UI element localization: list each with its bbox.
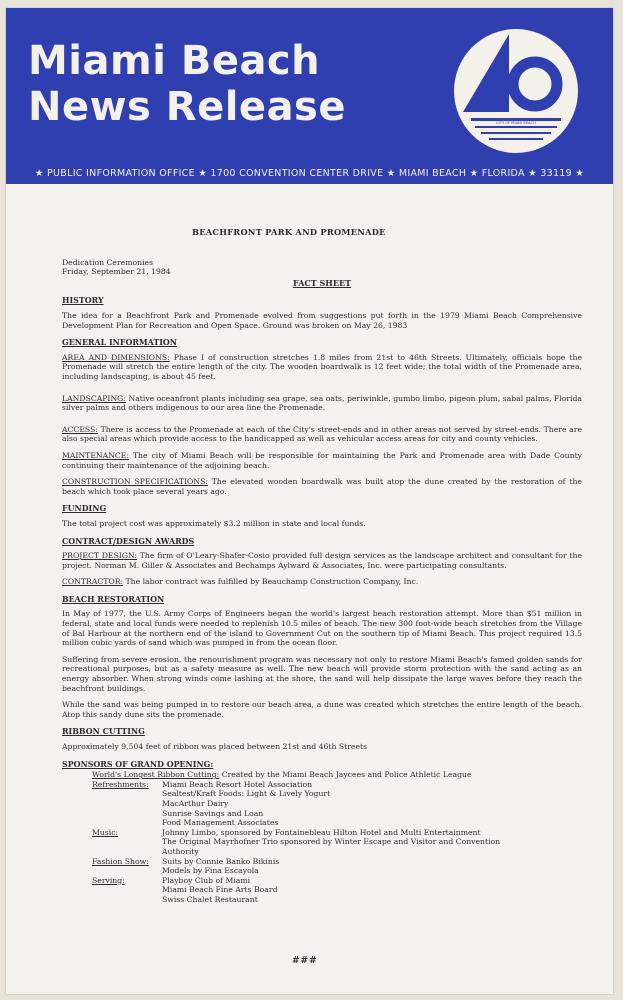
- address-bar: ★ PUBLIC INFORMATION OFFICE ★ 1700 CONVENTION CENTER DRIVE ★ MIAMI BEACH ★ FLORIDA ★ 33119 ★: [34, 168, 585, 179]
- area-paragraph: [62, 353, 582, 382]
- sponsor-label: [62, 789, 162, 799]
- sponsor-value: Swiss Chalet Restaurant: [162, 894, 258, 904]
- sponsor-row: [62, 895, 582, 905]
- design-text: The firm of O'Leary-Shafer-Cosio provided full design services as the landscape architect and consultant for the project. Norman M. Giller & Associates and Bechamps Aylward & Associates, Inc. were participating consultants.: [62, 551, 583, 570]
- masthead-title: [28, 38, 346, 130]
- sponsor-row: [62, 866, 582, 876]
- design-label: PROJECT DESIGN:: [62, 551, 138, 561]
- restoration-heading: BEACH RESTORATION: [62, 594, 165, 604]
- sponsor-label: [62, 885, 162, 895]
- funding-text: The total project cost was approximately $3.2 million in state and local funds.: [62, 518, 366, 528]
- ribbon-sponsor-label: World's Longest Ribbon Cutting:: [92, 770, 220, 780]
- area-text: Phase I of construction stretches 1.8 miles from 21st to 46th Streets. Ultimately, officials hope the Promenade will stretch the entire length of the city. The wooden boardwalk is 12 feet wide; the total width of the Promenade area, including landscaping, is about 45 feet.: [62, 352, 583, 381]
- sponsor-label: Fashion Show:: [92, 856, 149, 866]
- restoration-paragraph-1: In May of 1977, the U.S. Army Corps of Engineers began the world's largest beach restoration attempt. More than $51 million in federal, state and local funds were needed to replenish 10.5 miles of beach. The new 300 foot-wide beach stretches from the Village of Bal Harbour at the northern end of the island to Government Cut on the southern tip of Miami Beach. This project required 13.5 million cubic yards of sand which was pumped in from the ocean floor.: [62, 609, 582, 648]
- funding-heading: FUNDING: [62, 504, 107, 514]
- history-heading: HISTORY: [62, 296, 104, 306]
- sponsor-label: Music:: [92, 827, 119, 837]
- sponsor-row: [62, 799, 582, 809]
- dedication-block: [62, 258, 582, 277]
- area-label: AREA AND DIMENSIONS:: [62, 352, 170, 362]
- sponsor-row: [62, 828, 582, 838]
- access-text: There is access to the Promenade at each of the City's street-ends and in other areas not served by street-ends. There are also special areas which provide access to the handicapped as well as vehicular access areas for city and county vehicles.: [62, 424, 582, 444]
- maintenance-label: MAINTENANCE:: [62, 450, 130, 460]
- contract-heading: CONTRACT/DESIGN AWARDS: [62, 536, 195, 546]
- landscaping-label: LANDSCAPING:: [62, 393, 126, 403]
- sponsor-label: [62, 818, 162, 828]
- sponsor-value: Miami Beach Resort Hotel Association: [162, 779, 313, 789]
- contractor-text: The labor contract was fulfilled by Beauchamp Construction Company, Inc.: [125, 577, 419, 587]
- history-text: The idea for a Beachfront Park and Promenade evolved from suggestions put forth in the 1979 Miami Beach Comprehensive Development Plan for Recreation and Open Space. Ground was broken on May 26, 1983: [62, 311, 582, 330]
- sponsor-row: [62, 857, 582, 867]
- city-seal-logo: [451, 26, 581, 156]
- restoration-paragraph-2: Suffering from severe erosion, the renourishment program was necessary not only to restore Miami Beach's famed golden sands for recreational purposes, but as a safety measure as well. The new beach will provide storm protection with the sand acting as an energy absorber. When strong winds come lashing at the shore, the sand will help dissipate the large waves before they reach the beachfront buildings.: [62, 654, 582, 693]
- sponsor-label: Refreshments:: [92, 779, 149, 789]
- sponsor-value: Suits by Connie Banko Bikinis: [162, 856, 280, 866]
- design-paragraph: [62, 551, 582, 570]
- access-label: ACCESS:: [62, 424, 98, 434]
- ribbon-sponsor-line: [62, 770, 582, 780]
- document-body: [62, 227, 583, 905]
- dedication-line-1: Dedication Ceremonies: [62, 258, 154, 267]
- sponsor-value: Johnny Limbo, sponsored by Fontainebleau Hilton Hotel and Multi Entertainment: [162, 827, 481, 837]
- sponsor-row: [62, 789, 582, 799]
- end-mark: ###: [292, 956, 318, 966]
- bleed-through: [456, 203, 459, 214]
- masthead-line-2: News Release: [28, 84, 346, 130]
- maintenance-text: The city of Miami Beach will be responsible for maintaining the Park and Promenade area with Dade County continuing their maintenance of the adjoining beach.: [62, 450, 583, 470]
- ribbon-text: Approximately 9,504 feet of ribbon was placed between 21st and 46th Streets: [62, 742, 368, 751]
- header-banner: [6, 8, 613, 184]
- contractor-label: CONTRACTOR:: [62, 577, 124, 587]
- main-title: BEACHFRONT PARK AND PROMENADE: [192, 227, 386, 237]
- sponsor-row: [62, 847, 582, 857]
- sponsor-value: Miami Beach Fine Arts Board: [162, 885, 278, 895]
- sponsor-label: [62, 895, 162, 905]
- sponsors-heading: SPONSORS OF GRAND OPENING:: [62, 759, 214, 769]
- ribbon-sponsor-text: Created by the Miami Beach Jaycees and Police Athletic League: [221, 770, 472, 780]
- sponsor-row: [62, 780, 582, 790]
- sponsor-label: [62, 837, 162, 847]
- sponsor-value: Food Management Associates: [162, 818, 279, 828]
- landscaping-paragraph: [62, 394, 582, 413]
- news-release-sheet: [6, 8, 613, 994]
- sponsor-value: Sealtest/Kraft Foods: Light & Lively Yogurt: [162, 789, 331, 799]
- sponsor-value: The Original Mayrhofner Trio sponsored by Winter Escape and Visitor and Convention: [162, 837, 501, 847]
- construction-label: CONSTRUCTION SPECIFICATIONS:: [62, 477, 208, 487]
- construction-text: The elevated wooden boardwalk was built atop the dune created by the restoration of the beach which took place several years ago.: [62, 477, 582, 496]
- sponsor-value: Models by Fina Escayola: [162, 866, 259, 876]
- masthead-line-1: Miami Beach: [28, 38, 321, 84]
- sponsor-label: [62, 799, 162, 809]
- construction-paragraph: [62, 477, 582, 496]
- ribbon-heading: RIBBON CUTTING: [62, 727, 145, 737]
- sponsor-label: Serving:: [92, 875, 125, 885]
- restoration-paragraph-3: While the sand was being pumped in to restore our beach area, a dune was created which stretches the entire length of the beach. Atop this sandy dune sits the promenade.: [62, 700, 582, 719]
- fact-sheet-heading: FACT SHEET: [292, 277, 351, 288]
- contractor-paragraph: [62, 577, 582, 587]
- sponsor-value: Playboy Club of Miami: [162, 875, 251, 885]
- sponsor-label: [62, 809, 162, 819]
- sponsor-row: [62, 837, 582, 847]
- general-info-heading: GENERAL INFORMATION: [62, 338, 177, 348]
- sponsor-label: [62, 847, 162, 857]
- sponsor-value: Sunrise Savings and Loan: [162, 808, 264, 818]
- sponsor-list: [62, 780, 582, 905]
- access-paragraph: [62, 425, 582, 444]
- sponsor-label: [62, 866, 162, 876]
- sponsor-row: [62, 885, 582, 895]
- sponsor-value: MacArthur Dairy: [162, 798, 229, 808]
- maintenance-paragraph: [62, 451, 582, 470]
- sponsor-row: [62, 876, 582, 886]
- sponsor-value: Authority: [162, 846, 199, 856]
- landscaping-text: Native oceanfront plants including sea grape, sea oats, periwinkle, gumbo limbo, pigeon plum, sabal palms, Florida silver palms and others indigenous to our area line the Promenade.: [62, 393, 582, 413]
- sponsor-row: [62, 809, 582, 819]
- sponsor-row: [62, 818, 582, 828]
- logo-caption: CITY OF MIAMI BEACH: [496, 121, 536, 125]
- dedication-line-2: Friday, September 21, 1984: [62, 267, 171, 277]
